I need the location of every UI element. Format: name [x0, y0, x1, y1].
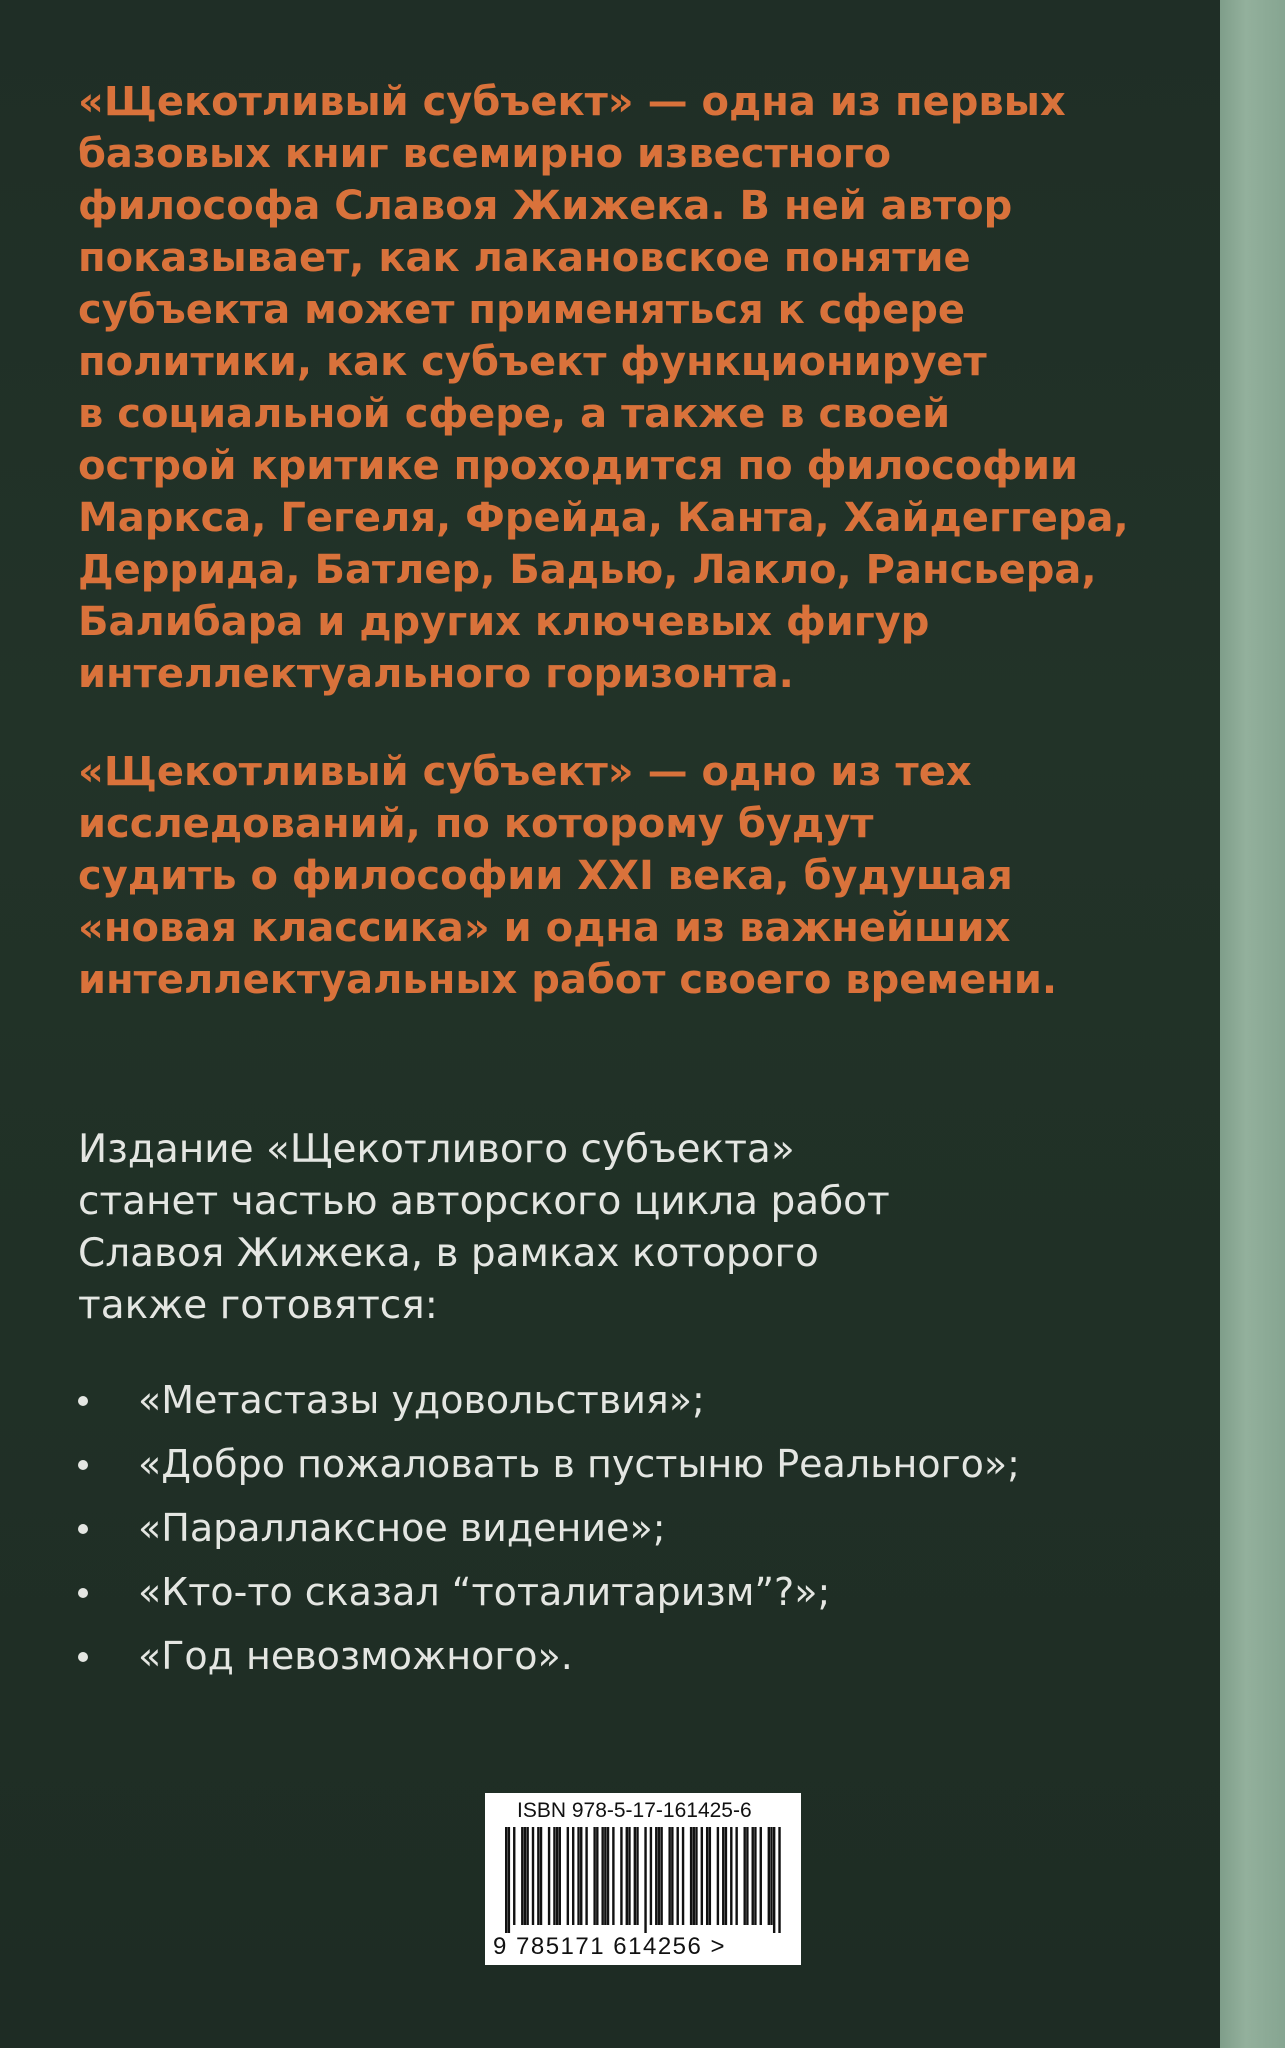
bullet-icon — [78, 1396, 88, 1406]
bullet-icon — [78, 1588, 88, 1598]
series-item-year-impossible — [78, 1624, 1020, 1688]
book-spine-edge — [1220, 0, 1285, 2048]
series-item-metastases — [78, 1368, 1020, 1432]
series-item-totalitarianism — [78, 1560, 1020, 1624]
description-paragraph-1: «Щекотливый субъект» — одна из первых базовых книг всемирно известного философа Славоя Жижека. В ней автор показывает, как лакановское понятие субъекта может применяться к сфере политики, как субъект функционирует в социальной сфере, а также в своей острой критике проходится по философии Маркса, Гегеля, Фрейда, Канта, Хайдеггера, Деррида, Батлер, Бадью, Лакло, Рансьера, Балибара и других ключевых фигур интеллектуального горизонта. — [78, 79, 1129, 697]
series-list — [78, 1368, 1020, 1688]
isbn-text: ISBN 978-5-17-161425-6 — [517, 1799, 752, 1822]
barcode-digits: 9 785171 614256 > — [493, 1933, 727, 1960]
series-item-parallax-view — [78, 1496, 1020, 1560]
series-item-label: «Год невозможного». — [138, 1634, 573, 1678]
bullet-icon — [78, 1652, 88, 1662]
barcode-label — [485, 1793, 801, 1965]
bullet-icon — [78, 1524, 88, 1534]
description-paragraph-2: «Щекотливый субъект» — одно из тех исследований, по которому будут судить о философии XXI века, будущая «новая классика» и одна из важнейших интеллектуальных работ своего времени. — [78, 749, 1058, 1003]
series-item-label: «Параллаксное видение»; — [138, 1506, 666, 1550]
series-item-label: «Кто-то сказал “тоталитаризм”?»; — [138, 1570, 831, 1614]
bullet-icon — [78, 1460, 88, 1470]
series-item-label: «Метастазы удовольствия»; — [138, 1378, 705, 1422]
series-item-label: «Добро пожаловать в пустыню Реального»; — [138, 1442, 1020, 1486]
series-note: Издание «Щекотливого субъекта» станет частью авторского цикла работ Славоя Жижека, в рамках которого также готовятся: — [78, 1127, 890, 1328]
barcode-icon — [505, 1827, 781, 1933]
series-item-desert-of-real — [78, 1432, 1020, 1496]
